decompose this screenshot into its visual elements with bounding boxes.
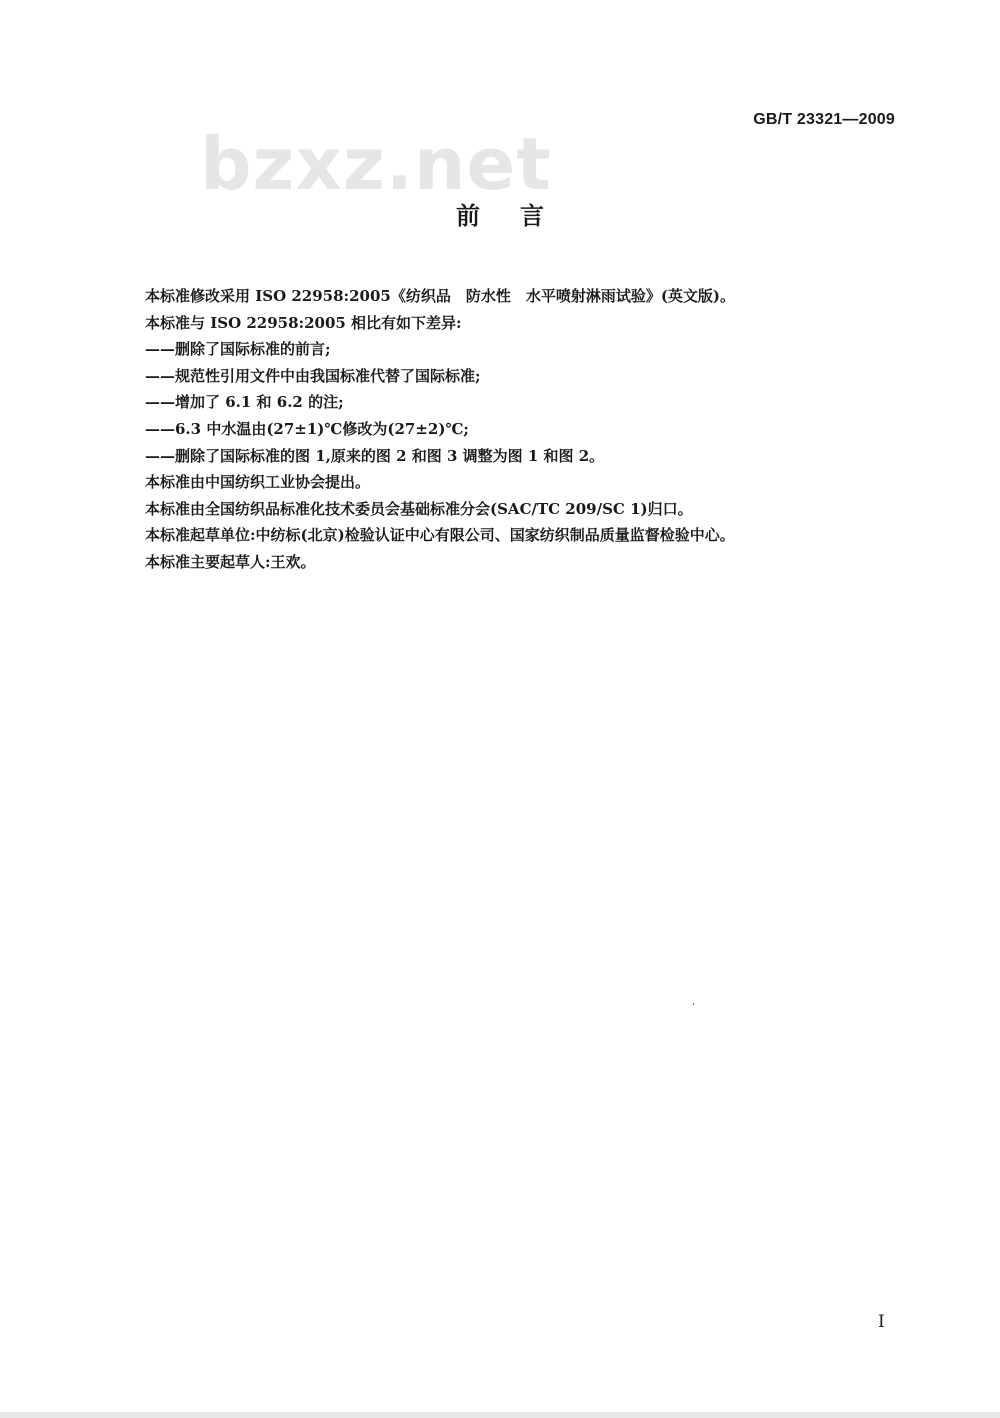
page-title: 前言 xyxy=(456,201,584,230)
page-number: I xyxy=(878,1312,885,1332)
watermark: bzxz.net xyxy=(200,122,552,206)
page-bottom-edge xyxy=(0,1412,1000,1418)
list-item: ——删除了国际标准的图 1,原来的图 2 和图 3 调整为图 1 和图 2。 xyxy=(145,446,605,465)
list-item: ——规范性引用文件中由我国标准代替了国际标准; xyxy=(145,366,481,385)
list-item: ——删除了国际标准的前言; xyxy=(145,340,331,359)
standard-number: GB/T 23321—2009 xyxy=(753,111,895,128)
stray-mark: , xyxy=(692,996,696,1007)
paragraph: 本标准由中国纺织工业协会提出。 xyxy=(145,473,371,492)
paragraph: 本标准主要起草人:王欢。 xyxy=(145,552,316,571)
paragraph: 本标准由全国纺织品标准化技术委员会基础标准分会(SAC/TC 209/SC 1)归口。 xyxy=(145,499,693,518)
paragraph: 本标准修改采用 ISO 22958:2005《纺织品 防水性 水平喷射淋雨试验》(英文版)。 xyxy=(145,287,736,305)
paragraph: 本标准与 ISO 22958:2005 相比有如下差异: xyxy=(145,313,462,332)
paragraph: 本标准起草单位:中纺标(北京)检验认证中心有限公司、国家纺织制品质量监督检验中心。 xyxy=(145,526,735,545)
list-item: ——6.3 中水温由(27±1)℃修改为(27±2)℃; xyxy=(145,419,469,438)
list-item: ——增加了 6.1 和 6.2 的注; xyxy=(145,393,344,412)
foreword-body xyxy=(145,283,905,576)
